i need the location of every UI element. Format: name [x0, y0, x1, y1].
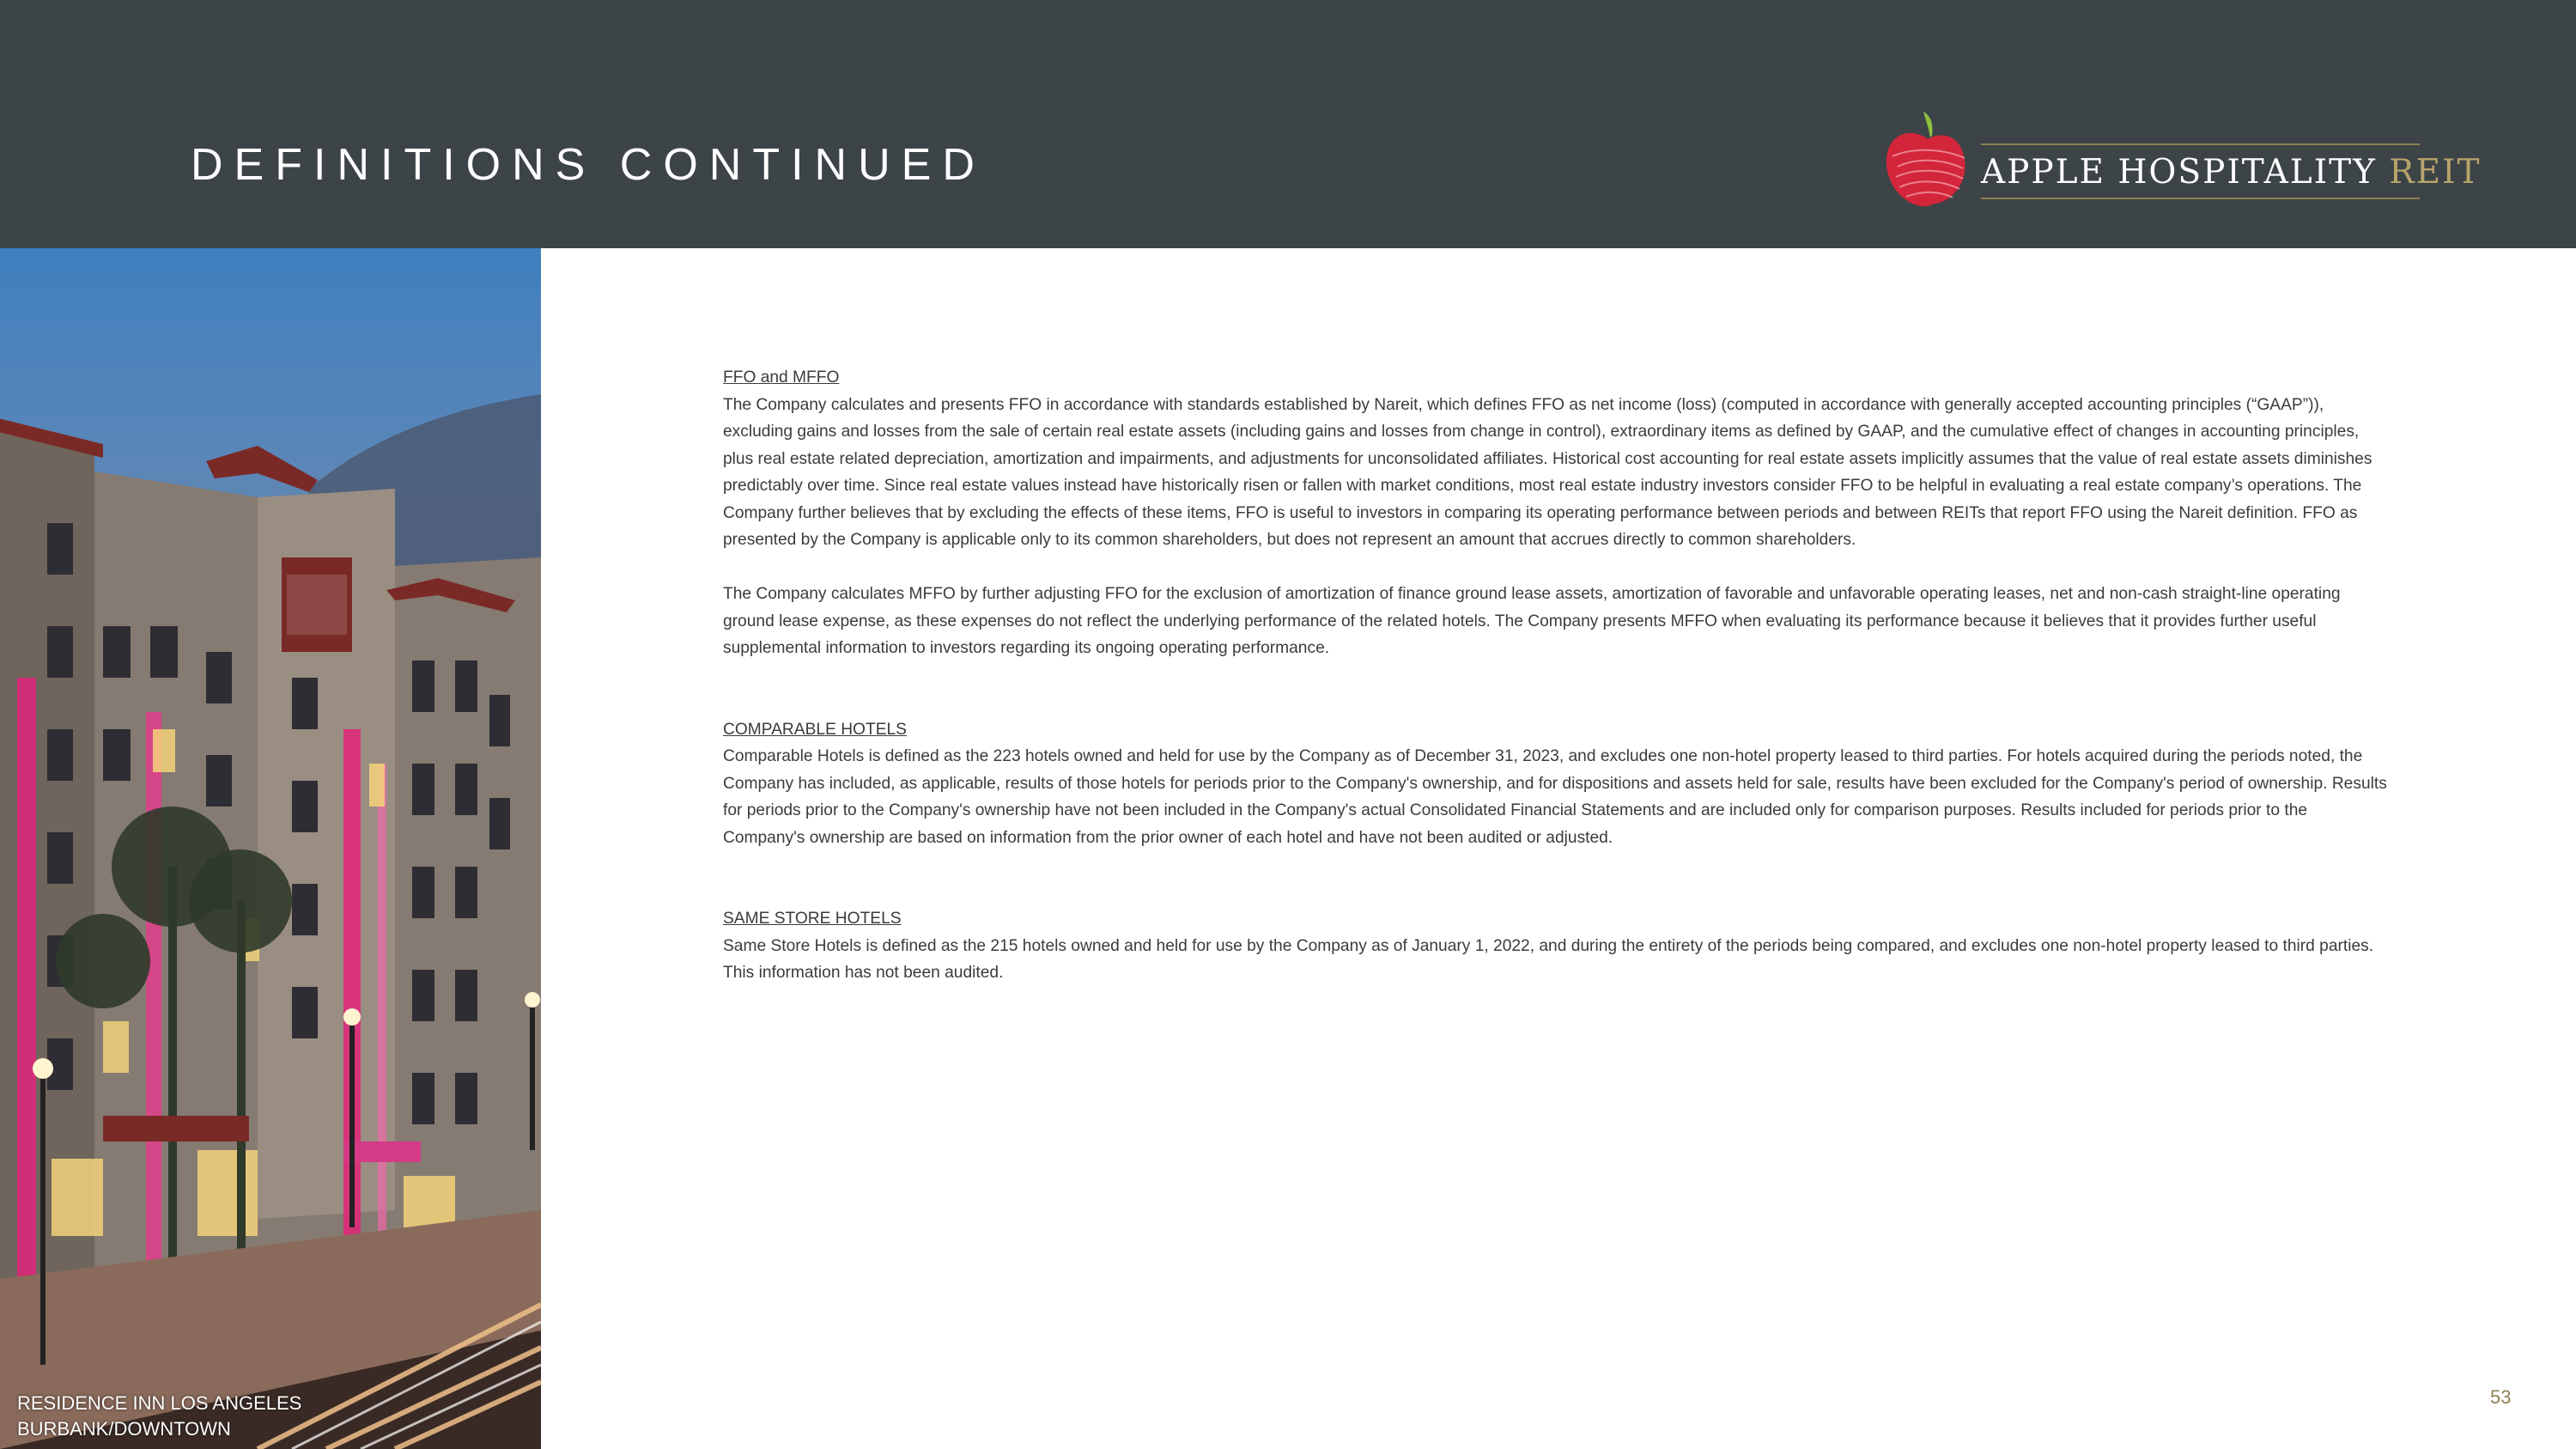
- hotel-illustration: [0, 248, 541, 1449]
- photo-caption-line-2: BURBANK/DOWNTOWN: [17, 1418, 231, 1440]
- photo-caption: [17, 1391, 498, 1442]
- logo-rule-bottom: [1981, 198, 2420, 199]
- section-heading-ffo: FFO and MFFO: [723, 368, 840, 387]
- photo-caption-line-1: RESIDENCE INN LOS ANGELES: [17, 1392, 302, 1414]
- logo-suffix: REIT: [2389, 153, 2482, 192]
- logo-name: APPLE HOSPITALITY: [1981, 153, 2377, 192]
- logo-wordmark: [1981, 151, 2482, 194]
- definitions-content: [723, 364, 2389, 987]
- header-bar: [0, 0, 2576, 248]
- page-number: 53: [2490, 1386, 2512, 1408]
- same-store-hotels-paragraph: Same Store Hotels is defined as the 215 hotels owned and held for use by the Company as of January 1, 2022, and during the entirety of the periods being compared, and excludes one non-hotel property leased to third parties. This information has not been audited.: [723, 936, 2374, 982]
- comparable-hotels-paragraph: Comparable Hotels is defined as the 223 hotels owned and held for use by the Company as of December 31, 2023, and excludes one non-hotel property leased to third parties. For hotels acquired during the periods noted, the Company has included, as applicable, results of those hotels for periods prior to the Company's ownership, and for dispositions and assets held for sale, results have been excluded for the Company's period of ownership. Results for periods prior to the Company's ownership have not been included in the Company's actual Consolidated Financial Statements and are included only for comparison purposes. Results included for periods prior to the Company's ownership are based on information from the prior owner of each hotel and have not been audited or adjusted.: [723, 747, 2387, 847]
- company-logo: [1880, 107, 2482, 210]
- section-heading-same-store-hotels: SAME STORE HOTELS: [723, 910, 902, 928]
- apple-icon: [1880, 107, 1975, 210]
- hotel-photo: [0, 248, 541, 1449]
- logo-rule-top: [1981, 143, 2420, 145]
- section-heading-comparable-hotels: COMPARABLE HOTELS: [723, 720, 907, 739]
- ffo-paragraph-2: The Company calculates MFFO by further adjusting FFO for the exclusion of amortization of finance ground lease assets, amortization of favorable and unfavorable operating leases, net and non-cash straight-line operating ground lease expense, as these expenses do not reflect the underlying performance of the related hotels. The Company presents MFFO when evaluating its performance because it believes that it provides further useful supplemental information to investors regarding its ongoing operating performance.: [723, 585, 2341, 657]
- page-title: DEFINITIONS CONTINUED: [191, 140, 986, 190]
- ffo-paragraph-1: The Company calculates and presents FFO in accordance with standards established by Nareit, which defines FFO as net income (loss) (computed in accordance with generally accepted accounting principles (“GAAP”)), excluding gains and losses from the sale of certain real estate assets (including gains and losses from change in control), extraordinary items as defined by GAAP, and the cumulative effect of changes in accounting principles, plus real estate related depreciation, amortization and impairments, and adjustments for unconsolidated affiliates. Historical cost accounting for real estate assets implicitly assumes that the value of real estate assets diminishes predictably over time. Since real estate values instead have historically risen or fallen with market conditions, most real estate industry investors consider FFO to be helpful in evaluating a real estate company’s operations. The Company further believes that by excluding the effects of these items, FFO is useful to investors in comparing its operating performance between periods and between REITs that report FFO using the Nareit definition. FFO as presented by the Company is applicable only to its common shareholders, but does not represent an amount that accrues directly to common shareholders.: [723, 395, 2372, 549]
